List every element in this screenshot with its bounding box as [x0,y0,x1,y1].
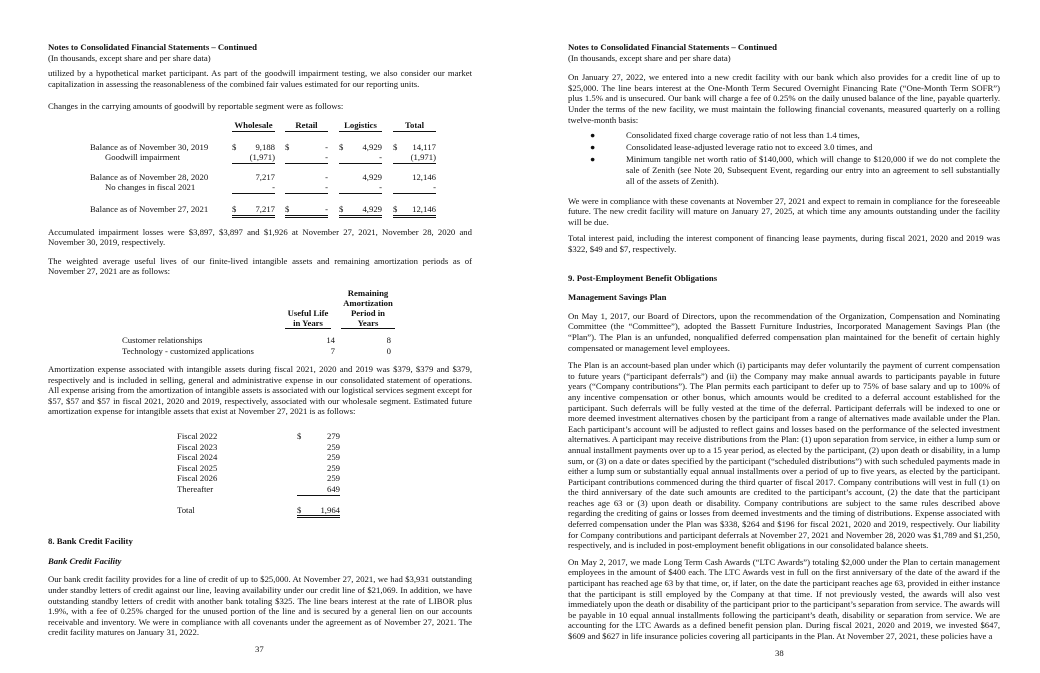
table-cell [232,182,275,194]
list-item [568,130,1000,141]
value: 9,188 [255,141,275,152]
table-cell [285,152,328,164]
table-cell [297,484,340,496]
paragraph: We were in compliance with these covenants at November 27, 2021 and expect to remain in compliance for the foreseeable future. The new credit facility will mature on January 27, 2025, at which time any amounts outstanding under the facility will be due. [568,195,1000,227]
useful-life-value: 7 [330,345,335,356]
table-row [122,335,472,346]
value: 14,117 [412,141,436,152]
value: - [325,152,328,163]
table-cell [285,172,328,183]
row-label: Balance as of November 30, 2019 [90,141,209,152]
bullet-icon: ● [590,154,596,165]
table-cell [297,505,340,519]
page-subtitle: (In thousands, except share and per share data) [568,52,731,63]
goodwill-table [90,120,472,218]
currency: $ [285,203,290,214]
currency: $ [339,203,344,214]
value: 4,929 [362,171,382,182]
value: - [325,171,328,182]
table-row [90,172,472,183]
page-subtitle: (In thousands, except share and per share data) [48,52,211,63]
list-item [568,142,1000,153]
table-cell [232,142,275,153]
row-label: Fiscal 2025 [177,462,218,473]
table-cell [285,182,328,194]
value: - [433,182,436,193]
row-label: Technology - customized applications [122,345,254,356]
table-row-total [177,505,472,519]
value: 1,964 [320,504,340,515]
covenant-list [568,130,1000,187]
table-row [122,346,472,357]
table-cell [339,142,382,153]
intangible-table [48,288,472,356]
table-cell [232,152,275,164]
currency: $ [339,141,344,152]
currency: $ [297,431,302,442]
row-label: Total [177,504,195,515]
table-header-row [48,288,472,329]
amortization-table-body [48,431,472,496]
page-title: Notes to Consolidated Financial Statements – Continued [568,42,777,52]
table-row [90,182,472,194]
value: 12,146 [412,203,436,214]
value: - [379,182,382,193]
table-row [177,463,472,474]
table-cell [297,463,340,474]
subsection-heading: Management Savings Plan [568,292,667,303]
table-cell [285,142,328,153]
value: 649 [326,484,340,495]
value: 259 [326,462,340,473]
row-label: Fiscal 2024 [177,452,218,463]
intangible-table-body [48,335,472,356]
row-label: Customer relationships [122,334,203,345]
row-label: No changes in fiscal 2021 [105,182,196,193]
value: (1,971) [410,152,436,163]
header-line: Amortization [343,297,393,308]
header-line: Years [357,317,379,328]
table-cell [232,204,275,218]
table-row [90,142,472,153]
column-header-remaining-period [341,288,395,329]
value: - [325,203,328,214]
header-line: Useful Life [287,307,329,318]
paragraph: Amortization expense associated with intangible assets during fiscal 2021, 2020 and 2019 was $379, $379 and $379, respectively and is included in selling, general and administrative expense in our consolidated statement of operations. All expense arising from the amortization of intangible assets is associated with our logistical services segment except for $57, $57 and $57 in fiscal 2021, 2020 and 2019, respectively, associated with our wholesale segment. Estimated future amortization expense for intangible assets that exist at November 27, 2021 is as follows: [48,364,472,417]
paragraph: Our bank credit facility provides for a line of credit of up to $25,000. At November 27, 2021, we had $3,931 outstanding under standby letters of credit against our line, leaving availability under our credit line of $21,069. In addition, we have outstanding standby letters of credit with another bank totaling $325. The line bears interest at the rate of LIBOR plus 1.9%, with a fee of 0.25% charged for the unused portion of the line and is secured by a general lien on our accounts receivable and inventory. We were in compliance with all covenants under the agreement as of November 27, 2021. The credit facility matures on January 31, 2022. [48,574,472,638]
remaining-period-value: 0 [386,345,391,356]
useful-life-value: 14 [326,334,335,345]
table-row [177,442,472,453]
table-row [177,473,472,484]
value: (1,971) [249,152,275,163]
paragraph: Accumulated impairment losses were $3,897, $3,897 and $1,926 at November 27, 2021, November 28, 2020 and November 30, 2019, respectively. [48,226,472,248]
header-line: in Years [293,317,323,328]
value: - [272,182,275,193]
paragraph: The weighted average useful lives of our finite-lived intangible assets and remaining amortization periods as of November 27, 2021 are as follows: [48,255,472,277]
row-label: Balance as of November 27, 2021 [90,203,209,214]
column-header: Retail [285,120,328,132]
paragraph: On May 1, 2017, our Board of Directors, upon the recommendation of the Organization, Compensation and Nominating Committee (the “Committee”), adopted the Bassett Furniture Industries, Incorporated Management Savings Plan (the “Plan”). The Plan is an unfunded, nonqualified deferred compensation plan maintained for the benefit of certain highly compensated or management level employees. [568,310,1000,353]
table-cell [393,172,436,183]
paragraph: Changes in the carrying amounts of goodwill by reportable segment were as follows: [48,101,344,112]
column-header-useful-life [285,308,331,329]
row-label: Goodwill impairment [105,152,181,163]
header-line: Remaining [347,287,389,298]
table-row [90,204,472,218]
table-cell [393,142,436,153]
table-row [177,431,472,442]
paragraph: On May 2, 2017, we made Long Term Cash Awards (“LTC Awards”) totaling $2,000 under the Plan to certain management employees in the amount of $400 each. The LTC Awards vest in full on the first anniversary of the date of the award if the participant has reached age 63 by that time, or, if later, on the date the participant reaches age 63, provided in either instance that the participant is still employed by the Company at that time. If not previously vested, the awards will also vest immediately upon the death or disability of the participant prior to the participant’s separation from service. The awards will be payable in 10 equal annual installments following the participant’s death, disability or separation from service. We are accounting for the LTC Awards as a defined benefit pension plan. During fiscal 2021, 2020 and 2019, we invested $647, $609 and $627 in life insurance policies covering all participants in the Plan. At November 27, 2021, these policies have a [568,556,1000,641]
table-cell [393,204,436,218]
section-heading: 8. Bank Credit Facility [48,536,133,547]
table-cell [297,431,340,442]
value: 259 [326,452,340,463]
row-label: Fiscal 2023 [177,441,218,452]
row-label: Fiscal 2026 [177,473,218,484]
value: 7,217 [255,171,275,182]
column-header: Total [393,120,436,132]
column-header: Logistics [339,120,382,132]
subsection-heading: Bank Credit Facility [48,555,122,566]
value: - [325,141,328,152]
paragraph: Total interest paid, including the interest component of financing lease payments, during fiscal 2021, 2020 and 2019 was $322, $49 and $7, respectively. [568,233,1000,254]
value: 4,929 [362,141,382,152]
currency: $ [393,203,398,214]
currency: $ [232,141,237,152]
currency: $ [297,504,302,515]
currency: $ [285,141,290,152]
list-item [568,154,1000,186]
page-37 [48,42,472,655]
paragraph: The Plan is an account-based plan under which (i) participants may defer voluntarily the payment of current compensation to future years (“participant deferrals”) and (ii) the Company may make annual awards to participants payable in future years (“Company contributions”). The Plan permits each participant to defer up to 75% of base salary and up to 100% of any incentive compensation or other bonus, which amounts would be credited to a deferral account established for the participant. Such deferrals will be fully vested at the time of the deferral. Participant deferrals will be indexed to one or more deemed investment alternatives chosen by the participant from a range of alternatives made available under the Plan. Each participant’s account will be adjusted to reflect gains and losses based on the performance of the selected investment alternatives. A participant may receive distributions from the Plan: (1) upon separation from service, in either a lump sum or annual installment payments over up to a 15 year period, as elected by the participant, (2) upon death or disability, in a lump sum, or (3) on a date or dates specified by the participant (“scheduled distributions”) with such scheduled payments made in either a lump sum or substantially equal annual installments over a period of up to five years, as elected by the participant. Participant contributions commenced during the third quarter of fiscal 2017. Company contributions will vest in full (1) on the third anniversary of the date such amounts are credited to the participant’s account, (2) the date that the participant reaches age 63 or (3) upon death or disability. Company contributions are subject to the same rules described above regarding the crediting of gains or losses from deemed investments and the timing of distributions. Expense associated with deferred compensation under the Plan was $338, $264 and $196 for fiscal 2021, 2020 and 2019, respectively. Our liability for Company contributions and participant deferrals at November 27, 2021 and November 28, 2020 was $1,789 and $1,250, respectively, and is included in post-employment benefit obligations in our consolidated balance sheets. [568,360,1000,551]
table-cell [232,172,275,183]
row-label: Balance as of November 28, 2020 [90,171,209,182]
row-label: Fiscal 2022 [177,431,218,442]
value: 259 [326,473,340,484]
table-cell [285,204,328,218]
remaining-period-value: 8 [386,334,391,345]
bullet-icon: ● [590,142,596,153]
table-row [177,452,472,463]
value: 4,929 [362,203,382,214]
page-number: 38 [775,647,784,658]
section-heading: 9. Post-Employment Benefit Obligations [568,272,718,283]
value: 259 [326,441,340,452]
currency: $ [393,141,398,152]
list-item-text: Consolidated fixed charge coverage ratio of not less than 1.4 times, [626,130,860,141]
table-row [90,152,472,164]
table-header-row [90,120,472,132]
value: 279 [326,431,340,442]
bullet-icon: ● [590,130,596,141]
table-cell [297,473,340,484]
list-item-text: Minimum tangible net worth ratio of $140,000, which will change to $120,000 if we do not complete the sale of Zenith (see Note 20, Subsequent Event, regarding our entry into an agreement to sell substantially all of the assets of Zenith). [626,154,1000,186]
table-cell [393,182,436,194]
amortization-table [48,431,472,518]
value: - [325,182,328,193]
table-row [177,484,472,496]
page-title: Notes to Consolidated Financial Statements – Continued [48,42,257,52]
column-header: Wholesale [232,120,275,132]
currency: $ [232,203,237,214]
table-cell [297,452,340,463]
header-line: Period in [350,307,386,318]
list-item-text: Consolidated lease-adjusted leverage ratio not to exceed 3.0 times, and [626,142,873,153]
goodwill-table-body [90,142,472,218]
table-cell [297,442,340,453]
paragraph: utilized by a hypothetical market participant. As part of the goodwill impairment testing, we also consider our market capitalization in assessing the reasonableness of the combined fair values estimated for our reporting units. [48,68,472,89]
page-number: 37 [255,643,264,654]
page-38 [568,42,1000,658]
value: 7,217 [255,203,275,214]
table-cell [339,152,382,164]
table-cell [339,182,382,194]
table-cell [339,172,382,183]
row-label: Thereafter [177,484,214,495]
value: - [379,152,382,163]
table-cell [393,152,436,164]
value: 12,146 [412,171,436,182]
table-cell [339,204,382,218]
paragraph: On January 27, 2022, we entered into a new credit facility with our bank which also provides for a credit line of up to $25,000. The line bears interest at the One-Month Term Secured Overnight Financing Rate (“One-Month Term SOFR”) plus 1.5% and is unsecured. Our bank will charge a fee of 0.25% on the daily unused balance of the line, payable quarterly. Under the terms of the new facility, we must maintain the following financial covenants, measured quarterly on a rolling twelve-month basis: [568,72,1000,125]
